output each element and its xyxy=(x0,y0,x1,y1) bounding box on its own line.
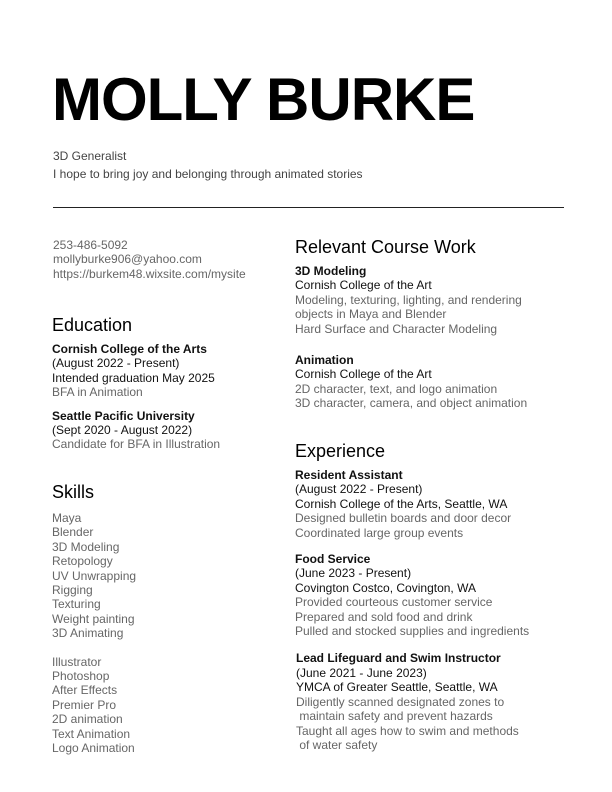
course-entry xyxy=(295,353,527,411)
course-entry xyxy=(295,264,527,336)
experience-detail: Prepared and sold food and drink xyxy=(295,609,473,624)
skill-item: Maya xyxy=(52,511,82,525)
experience-heading: Experience xyxy=(295,441,386,461)
skill-item: 2D animation xyxy=(52,712,123,727)
experience-detail: Provided courteous customer service xyxy=(295,595,493,610)
experience-dates: (August 2022 - Present) xyxy=(295,482,423,497)
skill-item: Weight painting xyxy=(52,611,135,626)
experience-entry xyxy=(295,552,529,638)
experience-role: Lead Lifeguard and Swim Instructor xyxy=(296,651,501,666)
skill-item: Premier Pro xyxy=(52,697,117,712)
experience-detail: maintain safety and prevent hazards xyxy=(296,709,493,724)
experience-detail: of water safety xyxy=(296,737,378,752)
skill-item: UV Unwrapping xyxy=(52,568,137,583)
course-title: Animation xyxy=(295,353,354,368)
contact-phone: 253-486-5092 xyxy=(53,238,128,252)
skill-item: Photoshop xyxy=(52,669,110,684)
skill-item: Rigging xyxy=(52,583,93,598)
course-detail: 2D character, text, and logo animation xyxy=(295,381,498,396)
education-school: Seattle Pacific University xyxy=(52,408,195,423)
tagline: I hope to bring joy and belonging through animated stories xyxy=(53,167,363,181)
experience-dates: (June 2021 - June 2023) xyxy=(296,665,427,680)
experience-org: Covington Costco, Covington, WA xyxy=(295,580,476,595)
experience-detail: Coordinated large group events xyxy=(295,525,464,540)
skill-item: 3D Animating xyxy=(52,626,124,641)
skill-item: Logo Animation xyxy=(52,741,135,756)
experience-org: YMCA of Greater Seattle, Seattle, WA xyxy=(296,680,498,695)
education-school: Cornish College of the Arts xyxy=(52,342,207,356)
coursework-section xyxy=(295,236,527,411)
education-entry xyxy=(52,409,220,452)
coursework-heading: Relevant Course Work xyxy=(295,237,476,257)
course-detail: Modeling, texturing, lighting, and rendering xyxy=(295,292,522,307)
course-detail: Hard Surface and Character Modeling xyxy=(295,321,498,336)
skill-item: Texturing xyxy=(52,597,101,612)
experience-role: Food Service xyxy=(295,552,371,567)
skills-list-software xyxy=(52,511,136,641)
skill-item: Blender xyxy=(52,525,94,540)
education-degree: BFA in Animation xyxy=(52,385,143,400)
skills-list-adobe xyxy=(52,655,136,756)
course-detail: objects in Maya and Blender xyxy=(295,307,447,322)
experience-detail: Diligently scanned designated zones to xyxy=(296,694,505,709)
experience-detail: Designed bulletin boards and door decor xyxy=(295,511,512,526)
experience-detail: Taught all ages how to swim and methods xyxy=(296,723,519,738)
education-note: Intended graduation May 2025 xyxy=(52,370,215,385)
contact-block xyxy=(53,238,246,281)
education-degree: Candidate for BFA in Illustration xyxy=(52,437,221,452)
experience-org: Cornish College of the Arts, Seattle, WA xyxy=(295,496,508,511)
job-title: 3D Generalist xyxy=(53,149,127,163)
education-heading: Education xyxy=(52,315,133,335)
experience-entry xyxy=(295,651,529,752)
skill-item: 3D Modeling xyxy=(52,539,120,554)
education-section xyxy=(52,314,220,452)
contact-email[interactable]: mollyburke906@yahoo.com xyxy=(53,252,202,267)
skill-item: After Effects xyxy=(52,683,118,698)
skills-heading: Skills xyxy=(52,482,95,502)
course-title: 3D Modeling xyxy=(295,264,367,278)
resume-name: MOLLY BURKE xyxy=(52,66,475,133)
experience-detail: Pulled and stocked supplies and ingredients xyxy=(295,624,530,639)
header-divider xyxy=(53,207,564,208)
skill-item: Retopology xyxy=(52,554,113,569)
skills-section xyxy=(52,481,136,756)
skill-item: Illustrator xyxy=(52,654,102,669)
experience-section xyxy=(295,440,529,752)
contact-website[interactable]: https://burkem48.wixsite.com/mysite xyxy=(53,266,246,281)
course-school: Cornish College of the Art xyxy=(295,278,432,293)
course-school: Cornish College of the Art xyxy=(295,367,432,382)
course-detail: 3D character, camera, and object animation xyxy=(295,396,528,411)
education-dates: (Sept 2020 - August 2022) xyxy=(52,423,193,438)
experience-entry xyxy=(295,468,529,540)
experience-role: Resident Assistant xyxy=(295,468,403,482)
education-dates: (August 2022 - Present) xyxy=(52,356,180,371)
skill-item: Text Animation xyxy=(52,726,131,741)
education-entry xyxy=(52,342,220,400)
experience-dates: (June 2023 - Present) xyxy=(295,566,412,581)
